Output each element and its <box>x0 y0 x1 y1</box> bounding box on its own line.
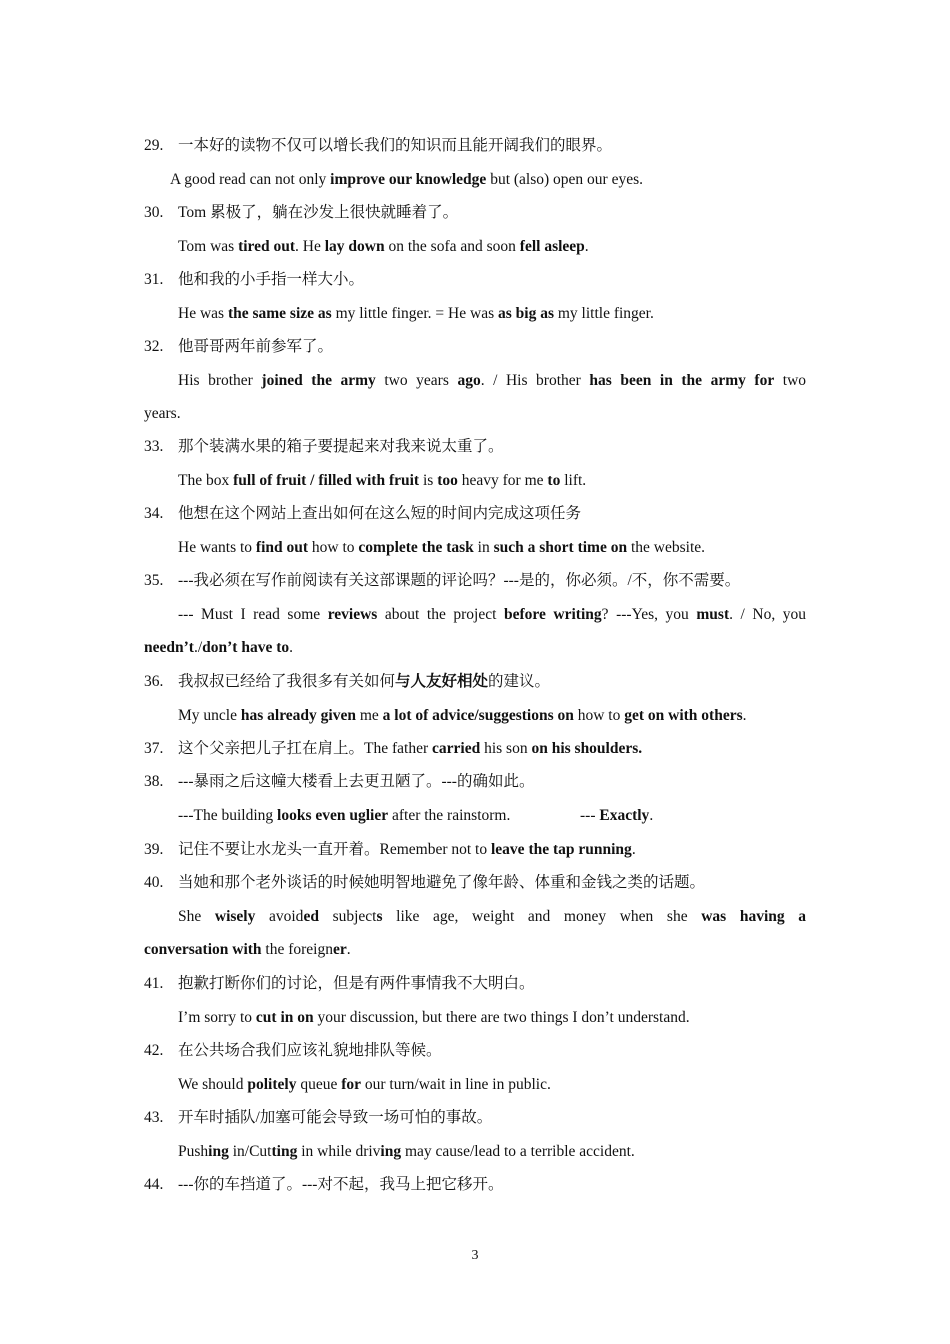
english-sentence-continuation: conversation with the foreigner. <box>144 941 351 958</box>
chinese-sentence: Tom 累极了，躺在沙发上很快就睡着了。 <box>178 204 459 221</box>
english-sentence: He wants to find out how to complete the task in such a short time on the website. <box>178 539 706 556</box>
chinese-sentence: 他哥哥两年前参军了。 <box>178 338 334 355</box>
english-sentence: She wisely avoided subjects like age, weight and money when she was having a <box>178 908 807 925</box>
english-reply: --- Exactly. <box>580 807 654 824</box>
item-number: 33. <box>144 438 164 455</box>
english-sentence: We should politely queue for our turn/wait in line in public. <box>178 1076 551 1093</box>
item-number: 36. <box>144 673 164 690</box>
chinese-sentence: 开车时插队/加塞可能会导致一场可怕的事故。 <box>178 1109 493 1126</box>
sentence-pair: 这个父亲把儿子扛在肩上。The father carried his son on his shoulders. <box>178 740 643 757</box>
english-sentence: Tom was tired out. He lay down on the sofa and soon fell asleep. <box>178 238 589 255</box>
english-sentence: My uncle has already given me a lot of advice/suggestions on how to get on with others. <box>178 707 747 724</box>
item-number: 29. <box>144 137 164 154</box>
item-number: 37. <box>144 740 164 757</box>
item-number: 43. <box>144 1109 164 1126</box>
chinese-sentence: 当她和那个老外谈话的时候她明智地避免了像年龄、体重和金钱之类的话题。 <box>178 874 706 891</box>
english-sentence-continuation: needn’t./don’t have to. <box>144 639 293 656</box>
english-sentence: I’m sorry to cut in on your discussion, but there are two things I don’t understand. <box>178 1009 690 1026</box>
chinese-sentence: 抱歉打断你们的讨论，但是有两件事情我不大明白。 <box>178 975 535 992</box>
item-number: 38. <box>144 773 164 790</box>
item-number: 32. <box>144 338 164 355</box>
item-number: 42. <box>144 1042 164 1059</box>
item-number: 34. <box>144 505 164 522</box>
english-sentence: The box full of fruit / filled with fruit is too heavy for me to lift. <box>178 472 587 489</box>
chinese-sentence: 我叔叔已经给了我很多有关如何与人友好相处的建议。 <box>178 673 551 690</box>
english-sentence: --- Must I read some reviews about the project before writing? ---Yes, you must. / No, you <box>178 606 807 623</box>
chinese-sentence: 那个装满水果的箱子要提起来对我来说太重了。 <box>178 438 504 455</box>
chinese-sentence: 一本好的读物不仅可以增长我们的知识而且能开阔我们的眼界。 <box>178 137 613 154</box>
chinese-sentence: ---我必须在写作前阅读有关这部课题的评论吗？---是的，你必须。/不，你不需要。 <box>178 572 741 589</box>
chinese-sentence: ---暴雨之后这幢大楼看上去更丑陋了。---的确如此。 <box>178 773 535 790</box>
english-sentence: His brother joined the army two years ago. / His brother has been in the army for two <box>178 372 807 389</box>
item-number: 39. <box>144 841 164 858</box>
english-sentence-continuation: years. <box>144 405 181 422</box>
english-sentence: A good read can not only improve our knowledge but (also) open our eyes. <box>170 171 643 188</box>
chinese-sentence: 他想在这个网站上查出如何在这么短的时间内完成这项任务 <box>178 505 582 522</box>
item-number: 31. <box>144 271 164 288</box>
item-number: 44. <box>144 1176 164 1193</box>
item-number: 30. <box>144 204 164 221</box>
sentence-pair: 记住不要让水龙头一直开着。Remember not to leave the tap running. <box>178 841 636 858</box>
english-sentence: Pushing in/Cutting in while driving may cause/lead to a terrible accident. <box>178 1143 635 1160</box>
page-number: 3 <box>471 1248 479 1263</box>
item-number: 40. <box>144 874 164 891</box>
chinese-sentence: ---你的车挡道了。---对不起，我马上把它移开。 <box>178 1176 504 1193</box>
chinese-sentence: 他和我的小手指一样大小。 <box>178 271 365 288</box>
item-number: 35. <box>144 572 164 589</box>
english-sentence: ---The building looks even uglier after the rainstorm. <box>178 807 511 824</box>
english-sentence: He was the same size as my little finger. = He was as big as my little finger. <box>178 305 654 322</box>
item-number: 41. <box>144 975 164 992</box>
chinese-sentence: 在公共场合我们应该礼貌地排队等候。 <box>178 1042 442 1059</box>
